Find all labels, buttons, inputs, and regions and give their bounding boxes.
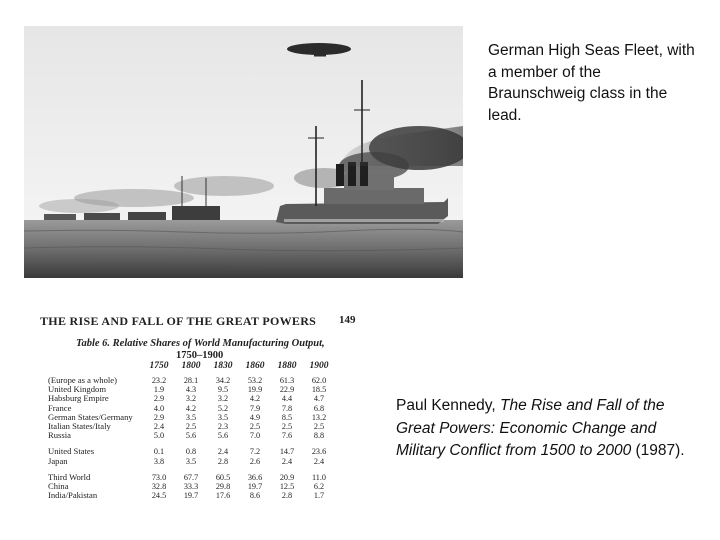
row-label: United Kingdom: [48, 384, 107, 395]
table-cell: 8.8: [313, 431, 325, 441]
table-cell: 23.2: [151, 376, 167, 385]
zeppelin: [287, 43, 351, 55]
table-cell: 13.2: [311, 412, 327, 422]
row-label: (Europe as a whole): [48, 375, 117, 385]
table-cell: 33.3: [183, 482, 199, 491]
column-header: 1750: [149, 361, 169, 371]
table-row: [26, 491, 366, 500]
table-cell: 73.0: [151, 472, 167, 482]
table-cell: 2.4: [281, 456, 293, 466]
table-cell: 32.8: [151, 482, 167, 491]
zeppelin-gondola: [314, 54, 326, 57]
row-label: Italian States/Italy: [48, 421, 111, 431]
table-cell: 3.2: [217, 394, 229, 404]
table-cell: 19.9: [247, 385, 263, 395]
table-cell: 53.2: [247, 376, 263, 385]
table-cell: 23.6: [311, 447, 327, 457]
lead-battleship-deck: [324, 188, 424, 204]
table-cell: 1.9: [153, 385, 165, 395]
table-cell: 17.6: [215, 491, 231, 501]
distant-ship: [128, 212, 166, 220]
page-number: 149: [339, 314, 356, 326]
row-label: France: [48, 402, 72, 413]
column-header: 1880: [277, 361, 297, 371]
table-cell: 4.2: [249, 394, 261, 404]
table-cell: 2.4: [153, 422, 165, 431]
citation-author: Paul Kennedy,: [396, 397, 500, 414]
table-row: [26, 394, 366, 403]
table-header-row: [26, 361, 366, 375]
table-row: [26, 447, 366, 456]
table-cell: 1.7: [313, 491, 325, 501]
citation-year: (1987).: [631, 442, 685, 459]
smoke-cloud: [174, 176, 274, 196]
table-cell: 60.5: [215, 472, 231, 482]
table-cell: 22.9: [279, 385, 295, 395]
table-cell: 7.6: [281, 431, 293, 441]
row-label: German States/Germany: [48, 411, 133, 422]
table-cell: 5.6: [185, 431, 197, 441]
table-cell: 12.5: [279, 482, 295, 491]
column-header: 1830: [213, 361, 233, 371]
table-cell: 5.6: [217, 431, 229, 441]
table-cell: 62.0: [311, 376, 327, 385]
table-cell: 8.5: [281, 412, 293, 422]
table-cell: 2.5: [249, 422, 261, 431]
table-cell: 2.3: [217, 422, 229, 431]
table-cell: 8.6: [249, 491, 261, 501]
fleet-photo: [24, 26, 463, 278]
row-label: United States: [48, 446, 95, 457]
table-cell: 2.8: [217, 456, 229, 466]
table-cell: 4.4: [281, 394, 293, 404]
column-header: 1900: [309, 361, 329, 371]
distant-ship: [172, 206, 220, 220]
book-table-scan: [26, 300, 366, 512]
table-title: Table 6. Relative Shares of World Manufacturing Output,: [76, 338, 325, 349]
table-cell: 3.5: [217, 412, 229, 422]
row-label: Third World: [48, 471, 91, 482]
table-row: [26, 457, 366, 466]
row-label: Japan: [48, 455, 68, 466]
photo-sea: [24, 220, 463, 278]
table-cell: 4.2: [185, 403, 197, 413]
table-cell: 9.5: [217, 385, 229, 395]
table-cell: 2.5: [281, 422, 293, 431]
funnel: [336, 164, 344, 186]
table-cell: 7.8: [281, 403, 293, 413]
table-row: [26, 431, 366, 440]
table-cell: 29.8: [215, 482, 231, 491]
table-cell: 36.6: [247, 472, 263, 482]
table-cell: 14.7: [279, 447, 295, 457]
table-cell: 11.0: [311, 472, 327, 482]
table-cell: 7.2: [249, 447, 261, 457]
table-cell: 61.3: [279, 376, 295, 385]
table-cell: 5.2: [217, 403, 229, 413]
table-cell: 4.9: [249, 412, 261, 422]
table-cell: 3.5: [185, 412, 197, 422]
row-label: China: [48, 481, 69, 491]
table-cell: 7.0: [249, 431, 261, 441]
table-cell: 2.5: [313, 422, 325, 431]
table-cell: 2.5: [185, 422, 197, 431]
table-cell: 67.7: [183, 472, 199, 482]
table-cell: 4.0: [153, 403, 165, 413]
hull-waterline: [284, 219, 444, 222]
citation: [396, 395, 696, 463]
row-label: Russia: [48, 430, 71, 441]
distant-ship: [84, 213, 120, 220]
table-cell: 0.8: [185, 447, 197, 457]
table-cell: 34.2: [215, 376, 231, 385]
table-cell: 6.2: [313, 482, 325, 491]
table-cell: 3.2: [185, 394, 197, 404]
table-cell: 19.7: [183, 491, 199, 501]
table-cell: 24.5: [151, 491, 167, 501]
table-cell: 4.3: [185, 385, 197, 395]
table-cell: 2.9: [153, 412, 165, 422]
table-cell: 5.0: [153, 431, 165, 441]
table-cell: 2.6: [249, 456, 261, 466]
distant-ship: [44, 214, 76, 220]
table-cell: 28.1: [183, 376, 199, 385]
table-cell: 19.7: [247, 482, 263, 491]
photo-caption: German High Seas Fleet, with a member of the Braunschweig class in the lead.: [488, 42, 695, 124]
table-cell: 4.7: [313, 394, 325, 404]
table-cell: 3.8: [153, 456, 165, 466]
column-header: 1860: [245, 361, 265, 371]
smoke-cloud: [39, 199, 119, 213]
table-cell: 3.5: [185, 456, 197, 466]
table-cell: 18.5: [311, 385, 327, 395]
table-row: [26, 422, 366, 431]
table-cell: 2.4: [313, 456, 325, 466]
table-cell: 6.8: [313, 403, 325, 413]
citation-book-title: The Rise and Fall of the Great Powers: Economic Change and Military Conflict from 1500 to 2000: [396, 397, 665, 459]
column-header: 1800: [181, 361, 201, 371]
table-subtitle: 1750–1900: [176, 350, 224, 361]
table-cell: 0.1: [153, 447, 165, 457]
table-cell: 20.9: [279, 472, 295, 482]
table-cell: 2.8: [281, 491, 293, 501]
table-cell: 2.9: [153, 394, 165, 404]
book-header: THE RISE AND FALL OF THE GREAT POWERS: [40, 314, 317, 328]
row-label: India/Pakistan: [48, 490, 98, 501]
table-row: [26, 473, 366, 482]
table-cell: 7.9: [249, 403, 261, 413]
row-label: Habsburg Empire: [48, 393, 109, 404]
table-cell: 2.4: [217, 447, 229, 457]
